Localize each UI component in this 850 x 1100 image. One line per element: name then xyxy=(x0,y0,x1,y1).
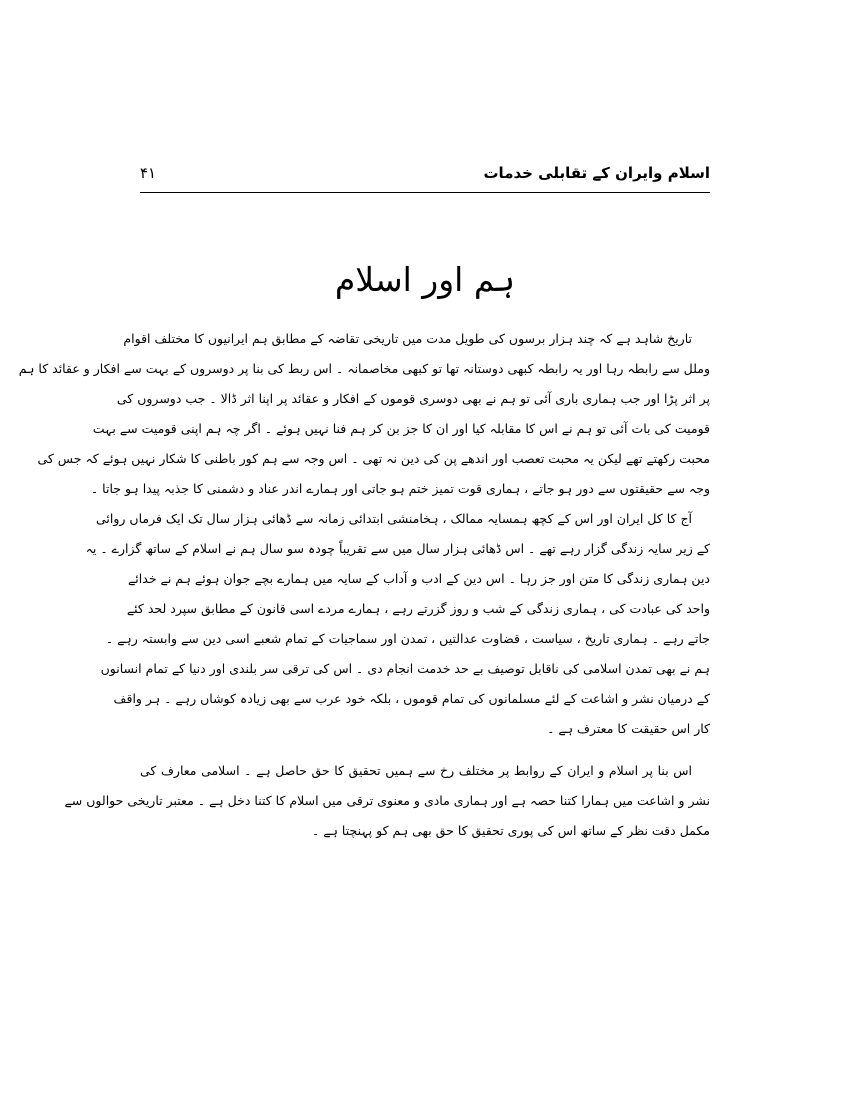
text-line: واحد کی عبادت کی ، ہماری زندگی کے شب و روز گزرتے رہے ، ہمارے مردے اسی قانون کے مطابق سپرد لحد کئے xyxy=(126,601,710,616)
text-line: پر اثر پڑا اور جب ہماری باری آئی تو ہم نے بھی دوسری قوموں کے افکار و عقائد پر اپنا اثر ڈالا ۔ جب دوسروں کی xyxy=(116,391,710,406)
text-line: وجہ سے حقیقتوں سے دور ہو جاتے ، ہماری قوت تمیز ختم ہو جاتی اور ہمارے اندر عناد و دشمنی کا جذبہ پیدا ہو جاتا ۔ xyxy=(90,481,710,496)
page-number: ۴۱ xyxy=(140,164,157,182)
text-line: اس بنا پر اسلام و ایران کے روابط پر مختلف رخ سے ہمیں تحقیق کا حق حاصل ہے ۔ اسلامی معارف کی xyxy=(140,763,692,778)
paragraph-1 xyxy=(18,324,710,504)
text-line: جاتے رہے ۔ ہماری تاریخ ، سیاست ، قضاوت عدالتیں ، تمدن اور سماجیات کے تمام شعبے اسی دین سے وابستہ رہے ۔ xyxy=(105,631,710,646)
paragraph-3 xyxy=(64,756,710,846)
chapter-title: ہم اور اسلام xyxy=(334,260,516,299)
text-line: آج کا کل ایران اور اس کے کچھ ہمسایہ ممالک ، ہخامنشی ابتدائی زمانہ سے ڈھائی ہزار سال تک ایک فرماں روائی xyxy=(95,511,692,526)
header-rule xyxy=(140,192,710,193)
text-line: ہم نے بھی تمدن اسلامی کی ناقابل توصیف بے حد خدمت انجام دی ۔ اس کی ترقی سر بلندی اور دنیا کے تمام انسانوں xyxy=(100,661,710,676)
body-text xyxy=(18,324,710,846)
text-line: قومیت کی بات آئی تو ہم نے اس کا مقابلہ کیا اور ان کا جز بن کر ہم فنا نہیں ہوئے ۔ اگر چہ ہم اپنی قومیت سے بہت xyxy=(92,421,710,436)
running-title: اسلام وایران کے تقابلی خدمات xyxy=(483,164,710,182)
text-line: نشر و اشاعت میں ہمارا کتنا حصہ ہے اور ہماری مادی و معنوی ترقی میں اسلام کا کتنا دخل ہے ۔ معتبر تاریخی حوالوں سے xyxy=(64,793,710,808)
text-line: کار اس حقیقت کا معترف ہے ۔ xyxy=(547,721,710,736)
running-header xyxy=(140,162,710,188)
text-line: مکمل دقت نظر کے ساتھ اس کی پوری تحقیق کا حق بھی ہم کو پہنچتا ہے ۔ xyxy=(312,823,710,838)
paragraph-2 xyxy=(85,504,710,744)
text-line: کے درمیان نشر و اشاعت کے لئے مسلمانوں کی تمام قوموں ، بلکہ خود عرب سے بھی زیادہ کوشاں رہے ۔ ہر واقف xyxy=(113,691,710,706)
text-line: دین ہماری زندگی کا متن اور جز رہا ۔ اس دین کے ادب و آداب کے سایہ میں ہمارے بچے جوان ہوئے ہم نے خدائے xyxy=(127,571,710,586)
text-line: محبت رکھتے تھے لیکن یہ محبت تعصب اور اندھے پن کی دین نہ تھی ۔ اس وجہ سے ہم کور باطنی کا شکار نہیں ہوئے کہ جس کی xyxy=(37,451,710,466)
text-line: تاریخ شاہد ہے کہ چند ہزار برسوں کی طویل مدت میں تاریخی تقاضہ کے مطابق ہم ایرانیوں کا مختلف اقوام xyxy=(123,331,692,346)
text-line: وملل سے رابطہ رہا اور یہ رابطہ کبھی دوستانہ تھا تو کبھی مخاصمانہ ۔ اس ربط کی بنا پر دوسروں کے بہت سے افکار و عقائد کا ہم xyxy=(18,361,710,376)
text-line: کے زیر سایہ زندگی گزار رہے تھے ۔ اس ڈھائی ہزار سال میں سے تقریباً چودہ سو سال ہم نے اسلام کے ساتھ گزارے ۔ یہ xyxy=(85,541,710,556)
